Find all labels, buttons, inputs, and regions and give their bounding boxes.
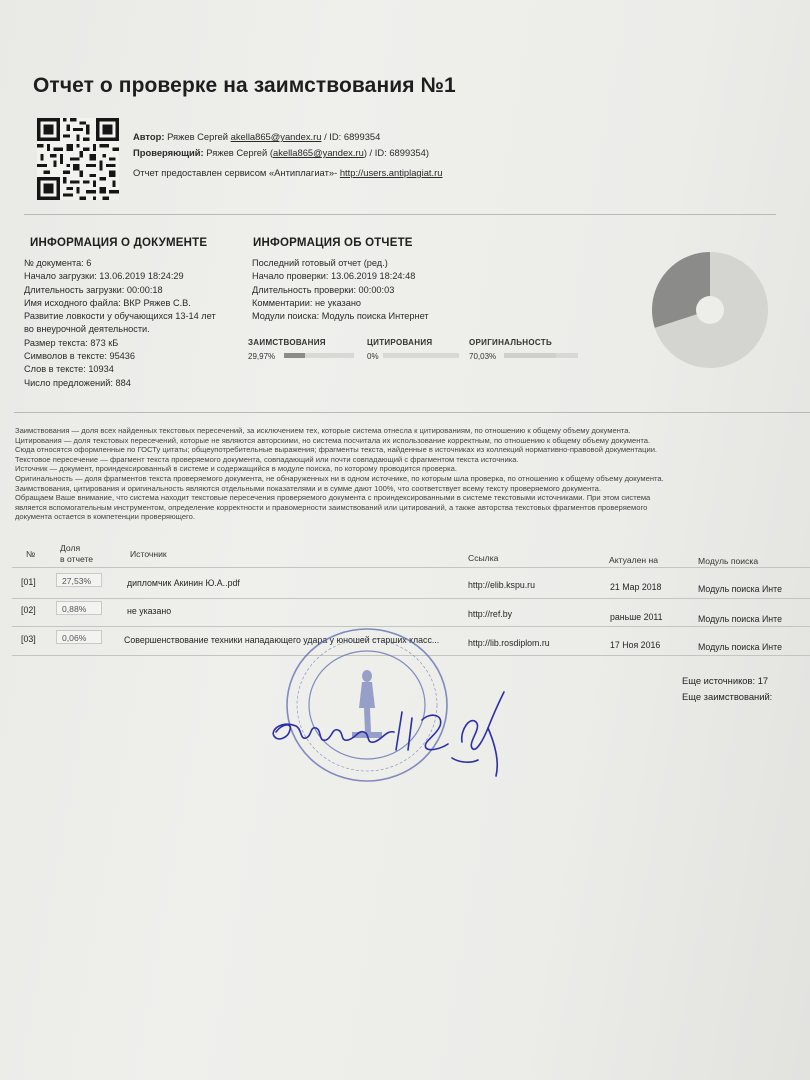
borrowing-value: 29,97% [248,352,276,361]
doc-info-line: Имя исходного файла: ВКР Ряжев С.В. [24,297,191,308]
row-divider [12,598,810,599]
divider [24,214,776,215]
report-info-line: Комментарии: не указано [252,297,362,308]
legend-line: Заимствования — доля всех найденных текстовых пересечений, за исключением тех, которые система отнесла к цитированиям, по отношению к общему объему документа. [15,426,631,435]
row-share: 27,53% [56,573,102,587]
originality-bar-fill [504,353,556,358]
originality-donut-chart [650,250,770,370]
row-share: 0,06% [56,630,102,644]
legend-line: Текстовое пересечение — фрагмент текста проверяемого документа, совпадающий или почти совпадающий с фрагментом текста источника. [15,454,519,464]
more-sources[interactable]: Еще источников: 17 [682,675,769,686]
citation-bar [383,353,459,358]
terms-legend [15,426,805,522]
doc-info-line: Символов в тексте: 95436 [24,351,136,362]
borrowing-bar [284,353,354,358]
legend-line: Обращаем Ваше внимание, что система находит текстовые пересечения проверяемого документа с проиндексированными в системе текстовыми источниками. При этом система [15,493,651,503]
author-line [133,129,442,145]
row-date: 21 Мар 2018 [610,582,662,592]
row-divider [12,567,810,568]
more-borrowings[interactable]: Еще заимствований: [682,691,773,702]
divider [14,412,810,413]
legend-line: является вспомогательным инструментом, определение корректности и правомерности заимствований или цитирований, а также авторства текстовых фрагментов проверяемого [15,502,648,512]
originality-label: ОРИГИНАЛЬНОСТЬ [469,338,553,347]
col-share-header [60,543,93,564]
report-info-line: Последний готовый отчет (ред.) [252,258,388,268]
row-date: раньше 2011 [610,612,663,622]
row-module: Модуль поиска Инте [698,642,782,652]
col-source-header: Источник [130,549,167,559]
doc-info-line: Развитие ловкости у обучающихся 13-14 лет [24,311,216,322]
service-line [133,165,442,181]
report-info-heading: ИНФОРМАЦИЯ ОБ ОТЧЕТЕ [253,237,413,249]
row-link[interactable]: http://lib.rosdiplom.ru [468,638,550,648]
legend-line: Заимствования, цитирования и оригинальность являются отдельными показателями и в сумме дают 100%, что соответствует всему тексту проверяемого документа. [15,483,602,493]
checker-id: ) / ID: 6899354) [363,147,429,158]
checker-label: Проверяющий: [133,147,204,158]
row-link[interactable]: http://elib.kspu.ru [468,580,535,590]
col-share-header-line2: в отчете [60,553,94,564]
row-source[interactable]: Совершенствование техники нападающего удара у юношей старших класс... [124,635,440,645]
legend-line: Источник — документ, проиндексированный в системе и содержащийся в модуле поиска, по которому проводится проверка. [15,464,457,474]
citation-value: 0% [367,352,379,361]
report-info-line: Начало проверки: 13.06.2019 18:24:48 [252,271,416,282]
doc-info-line: Число предложений: 884 [24,377,131,388]
citation-label: ЦИТИРОВАНИЯ [367,338,433,347]
col-date-header: Актуален на [609,555,659,565]
donut-hole [696,296,724,324]
checker-email-link[interactable]: akella865@yandex.ru [272,147,364,158]
doc-info-line: Начало загрузки: 13.06.2019 18:24:29 [24,271,184,282]
report-info-line: Длительность проверки: 00:00:03 [252,284,395,295]
doc-info-line: Длительность загрузки: 00:00:18 [24,284,163,295]
doc-info-line: Слов в тексте: 10934 [24,364,114,375]
report-info-list [252,257,482,323]
legend-line: документа остается в компетенции проверяющего. [15,512,195,522]
borrowing-bar-fill [284,353,305,358]
handwritten-signature-icon [262,672,542,782]
originality-bar [504,353,578,358]
checker-name: Ряжев Сергей ( [206,147,273,158]
row-source[interactable]: не указано [127,606,172,616]
row-link[interactable]: http://ref.by [468,609,513,619]
checker-line [133,145,442,161]
row-source[interactable]: дипломчик Акинин Ю.А..pdf [127,578,240,588]
row-num: [03] [21,634,36,644]
author-email-link[interactable]: akella865@yandex.ru [230,131,322,142]
legend-line: Сюда относятся оформленные по ГОСТу цитаты; общеупотребительные выражения; фрагменты текста, найденные в источниках из коллекций нормативно-правовой документации. [15,445,658,455]
row-num: [02] [21,605,36,615]
borrowing-label: ЗАИМСТВОВАНИЯ [248,338,326,347]
row-module: Модуль поиска Инте [698,584,782,594]
doc-info-line: Размер текста: 873 кБ [24,337,119,348]
doc-info-list [24,257,244,390]
page-title: Отчет о проверке на заимствования №1 [33,74,456,97]
doc-info-line: во внеурочной деятельности. [24,324,150,335]
col-link-header: Ссылка [468,553,499,563]
legend-line: Цитирования — доля текстовых пересечений, которые не являются авторскими, но система посчитала их использование корректным, по отношению к общему объему документа. [15,435,651,445]
originality-value: 70,03% [469,352,497,361]
col-num-header: № [26,549,36,559]
qr-code-icon [37,118,119,200]
row-share: 0,88% [56,601,102,615]
author-label: Автор: [133,131,165,142]
service-text: Отчет предоставлен сервисом «Антиплагиат»- [133,167,338,178]
author-name: Ряжев Сергей [167,131,229,142]
report-info-line: Модули поиска: Модуль поиска Интернет [252,311,429,322]
row-module: Модуль поиска Инте [698,614,782,624]
col-share-header-line1: Доля [60,543,81,553]
legend-line: Оригинальность — доля фрагментов текста проверяемого документа, не обнаруженных ни в одном источнике, по которым шла проверка, по отношению к общему объему документа. [15,473,664,483]
author-id: / ID: 6899354 [324,131,381,142]
row-date: 17 Ноя 2016 [610,640,661,650]
row-num: [01] [21,577,36,587]
doc-info-line: № документа: 6 [24,258,92,268]
doc-info-heading: ИНФОРМАЦИЯ О ДОКУМЕНТЕ [30,237,208,249]
report-meta [133,129,442,181]
service-url-link[interactable]: http://users.antiplagiat.ru [339,167,443,178]
col-module-header: Модуль поиска [698,556,759,566]
